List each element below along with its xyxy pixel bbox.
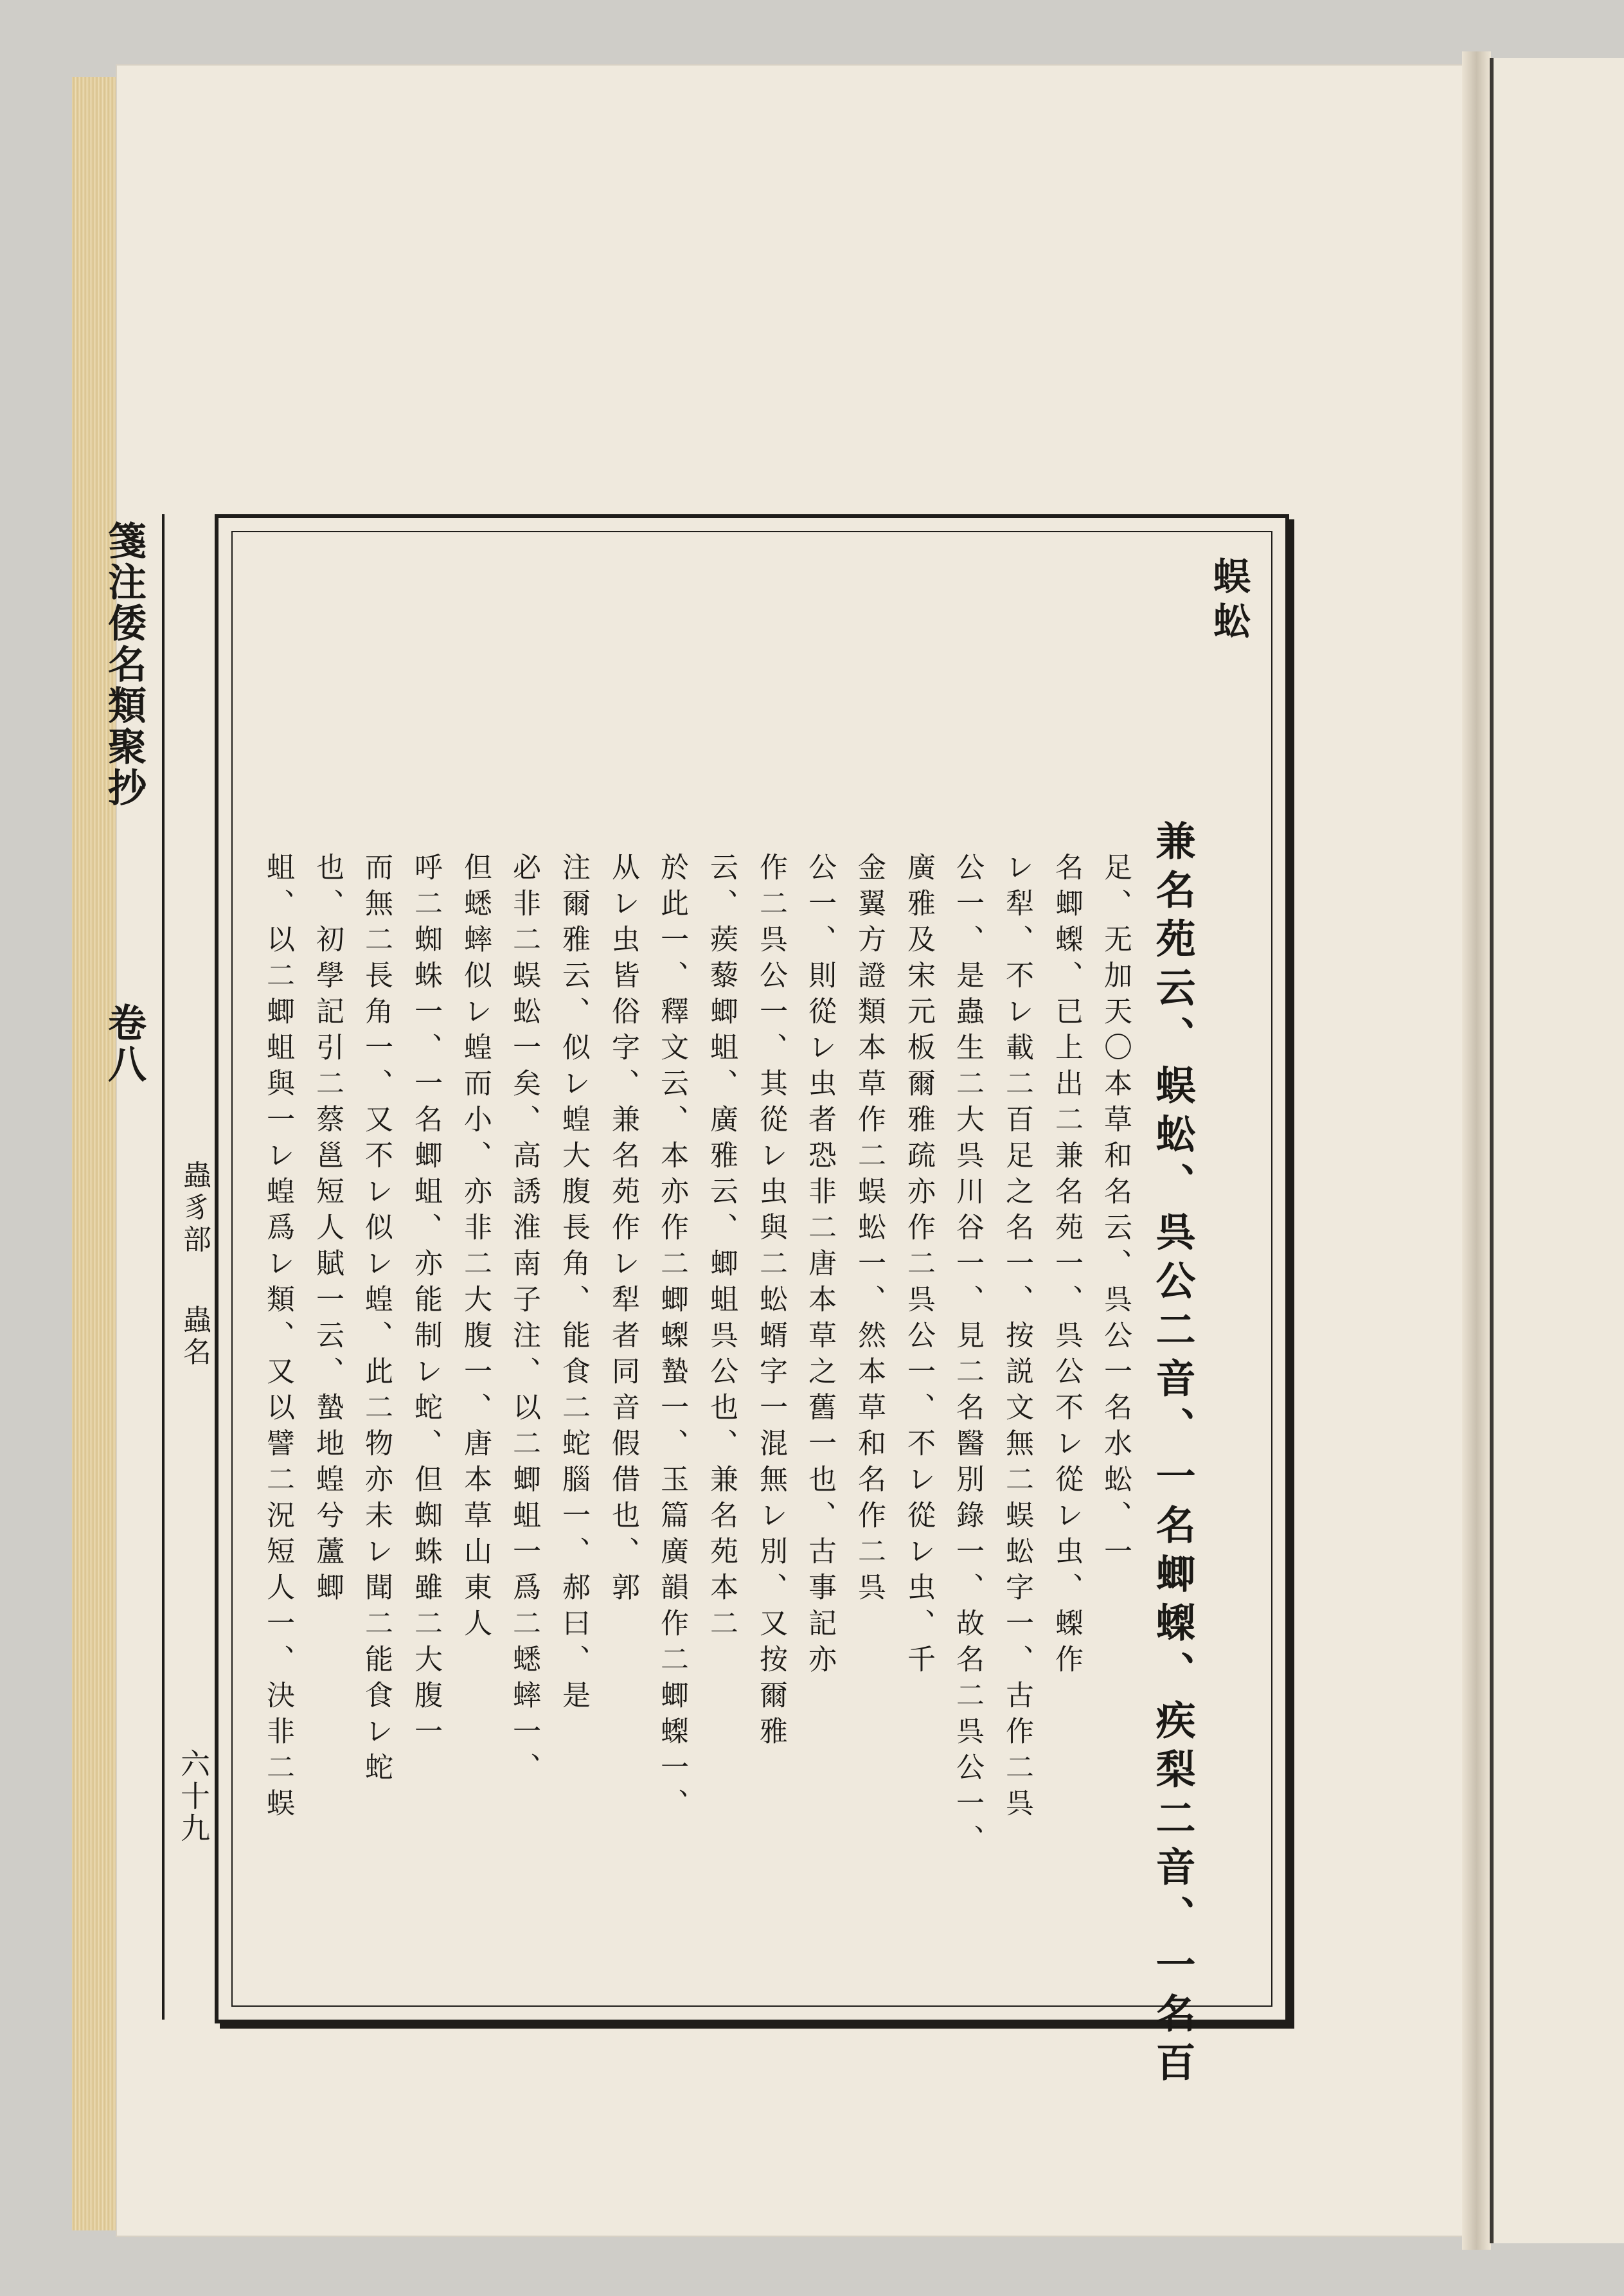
- text-column: 公一、則從レ虫者恐非二唐本草之舊一也、古事記亦: [803, 852, 836, 1680]
- text-column: 从レ虫皆俗字、兼名苑作レ犁者同音假借也、郭: [607, 852, 639, 1608]
- text-column: 蛆、以二蝍蛆與一レ蝗爲レ類、又以譬二況短人一、決非二蜈: [262, 852, 294, 1824]
- subsection-label: [174, 1305, 215, 1369]
- text-column: 公一、是蟲生二大呉川谷一、見二名醫別錄一、故名二呉公一、: [951, 852, 984, 1860]
- book-title: 箋注倭名類聚抄: [102, 521, 147, 809]
- text-column: 兼名苑云、蜈蚣、呉公二音、一名蝍蟍、疾梨二音、一名百: [1149, 820, 1196, 2090]
- volume-label: [96, 1003, 152, 1085]
- margin-rule: [162, 514, 165, 2020]
- text-column: 作二呉公一、其從レ虫與二蚣蝑字一混無レ別、又按爾雅: [754, 852, 787, 1752]
- book-gutter: [1462, 51, 1491, 2250]
- page-number: [172, 1748, 215, 1845]
- text-column: 於此一、釋文云、本亦作二蝍蟍蟄一、玉篇廣韻作二蝍蟍一、: [656, 852, 688, 1824]
- folio-number: 六十九: [176, 1748, 211, 1845]
- volume-number: 卷八: [102, 1003, 147, 1085]
- text-column: 注爾雅云、似レ蝗大腹長角、能食二蛇腦一、郝曰、是: [557, 852, 590, 1716]
- text-column: 名蝍蟍、已上出二兼名苑一、呉公不レ從レ虫、蟍作: [1050, 852, 1083, 1680]
- section-name: 蟲豸部: [178, 1160, 211, 1257]
- text-column: 而無二長角一、又不レ似レ蝗、此二物亦未レ聞二能食レ蛇: [360, 852, 393, 1788]
- subsection-name: 蟲名: [178, 1305, 211, 1369]
- text-column: 也、初學記引二蔡邕短人賦一云、蟄地蝗兮蘆蝍: [311, 852, 344, 1608]
- text-column: 但蟋蟀似レ蝗而小、亦非二大腹一、唐本草山東人: [459, 852, 492, 1644]
- text-column: 金翼方證類本草作二蜈蚣一、然本草和名作二呉: [853, 852, 886, 1608]
- entry-heading: 蜈蚣: [1207, 557, 1251, 647]
- text-column: 廣雅及宋元板爾雅疏亦作二呉公一、不レ從レ虫、千: [902, 852, 935, 1680]
- section-label: [174, 1160, 215, 1257]
- text-column: 足、无加天〇本草和名云、呉公一名水蚣、一: [1099, 852, 1132, 1572]
- hanshin-title: [96, 521, 152, 809]
- text-column: 云、蒺藜蝍蛆、廣雅云、蝍蛆呉公也、兼名苑本二: [705, 852, 738, 1644]
- text-column: 呼二蜘蛛一、一名蝍蛆、亦能制レ蛇、但蜘蛛雖二大腹一: [409, 852, 442, 1752]
- text-column: 必非二蜈蚣一矣、高誘淮南子注、以二蝍蛆一爲二蟋蟀一、: [508, 852, 540, 1788]
- text-column: レ犁、不レ載二百足之名一、按説文無二蜈蚣字一、古作二呉: [1001, 852, 1033, 1824]
- text-frame-overlay: [215, 514, 1281, 2016]
- right-page-edge: [1490, 58, 1624, 2243]
